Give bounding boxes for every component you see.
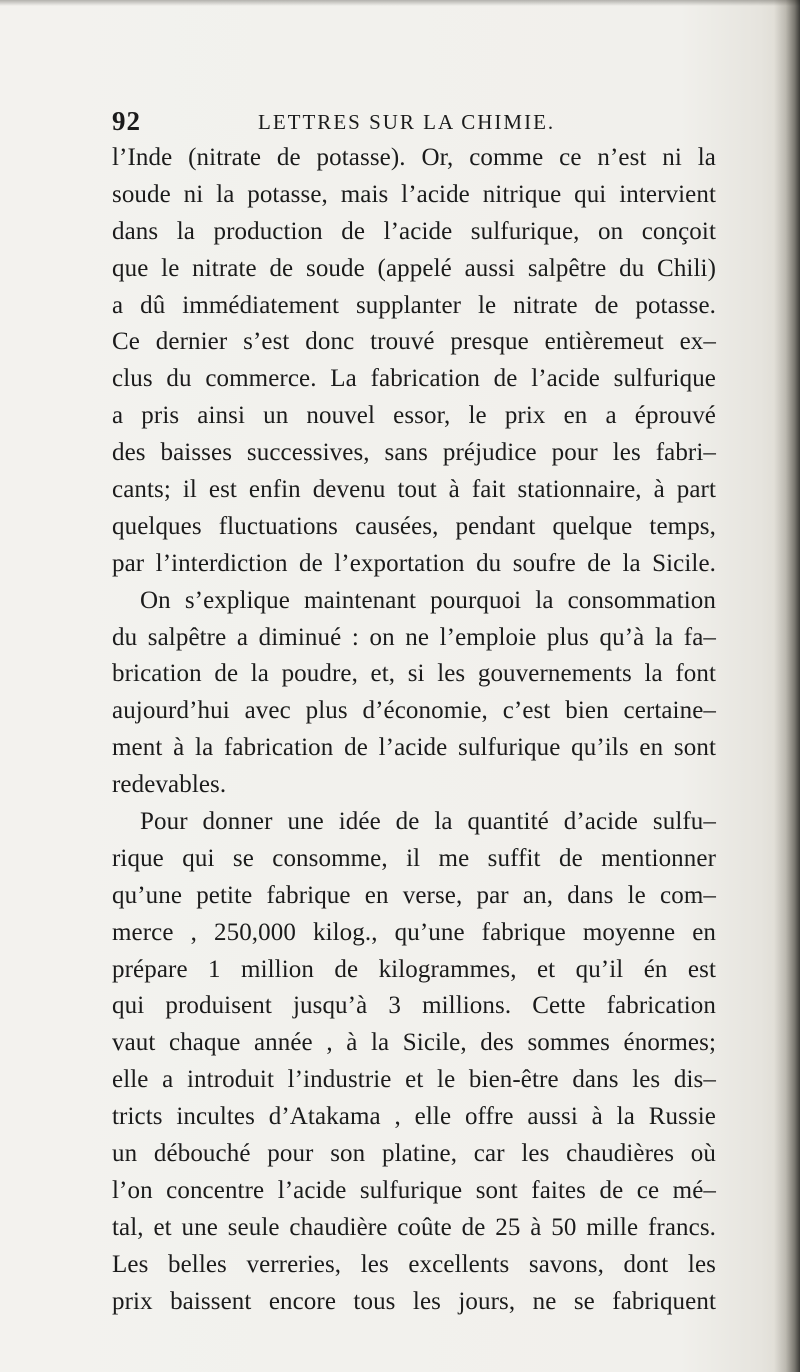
text-line: Ce dernier s’est donc trouvé presque entièremeut ex–	[112, 328, 716, 356]
text-line: l’Inde (nitrate de potasse). Or, comme ce n’est ni la	[112, 144, 716, 171]
page-top-shadow	[0, 0, 800, 6]
text-line: un débouché pour son platine, car les chaudières où	[112, 1140, 716, 1168]
text-line: clus du commerce. La fabrication de l’acide sulfurique	[112, 365, 716, 393]
text-line: par l’interdiction de l’exportation du soufre de la Sicile.	[112, 549, 716, 577]
text-line: que le nitrate de soude (appelé aussi salpêtre du Chili)	[112, 254, 716, 282]
text-line: vaut chaque année , à la Sicile, des sommes énormes;	[112, 1029, 716, 1057]
text-line: dans la production de l’acide sulfurique, on conçoit	[112, 217, 716, 245]
text-line: soude ni la potasse, mais l’acide nitrique qui intervient	[112, 180, 716, 208]
text-line: aujourd’hui avec plus d’économie, c’est bien certaine–	[112, 697, 716, 725]
body-text	[112, 140, 716, 1321]
text-line: ment à la fabrication de l’acide sulfurique qu’ils en sont	[112, 734, 716, 762]
text-line: tal, et une seule chaudière coûte de 25 à 50 mille francs.	[112, 1213, 716, 1241]
page-header	[112, 106, 712, 140]
text-line: qui produisent jusqu’à 3 millions. Cette fabrication	[112, 992, 716, 1020]
text-line: du salpêtre a diminué : on ne l’emploie plus qu’à la fa–	[112, 623, 716, 651]
text-line: prépare 1 million de kilogrammes, et qu’il én est	[112, 955, 716, 983]
text-line: On s’explique maintenant pourquoi la consommation	[140, 586, 716, 614]
text-line: rique qui se consomme, il me suffit de mentionner	[112, 844, 716, 872]
text-line: Pour donner une idée de la quantité d’acide sulfu–	[140, 808, 716, 836]
text-line: brication de la poudre, et, si les gouvernements la font	[112, 660, 716, 688]
text-line: l’on concentre l’acide sulfurique sont faites de ce mé–	[112, 1176, 716, 1204]
binding-edge-shadow	[774, 0, 800, 1372]
page-number: 92	[112, 106, 141, 136]
text-line: a dû immédiatement supplanter le nitrate de potasse.	[112, 291, 716, 319]
text-line: prix baissent encore tous les jours, ne se fabriquent	[112, 1287, 716, 1315]
running-title: LETTRES SUR LA CHIMIE.	[258, 110, 556, 134]
text-line: merce , 250,000 kilog., qu’une fabrique moyenne en	[112, 918, 716, 946]
text-line: tricts incultes d’Atakama , elle offre aussi à la Russie	[112, 1103, 716, 1131]
text-line: a pris ainsi un nouvel essor, le prix en a éprouvé	[112, 402, 716, 430]
text-line: redevables.	[112, 771, 227, 799]
text-line: quelques fluctuations causées, pendant quelque temps,	[112, 512, 716, 540]
text-line: Les belles verreries, les excellents savons, dont les	[112, 1250, 716, 1278]
text-line: qu’une petite fabrique en verse, par an, dans le com–	[112, 881, 716, 909]
text-line: des baisses successives, sans préjudice pour les fabri–	[112, 439, 716, 467]
text-line: elle a introduit l’industrie et le bien-être dans les dis–	[112, 1066, 716, 1094]
text-line: cants; il est enfin devenu tout à fait stationnaire, à part	[112, 476, 716, 504]
